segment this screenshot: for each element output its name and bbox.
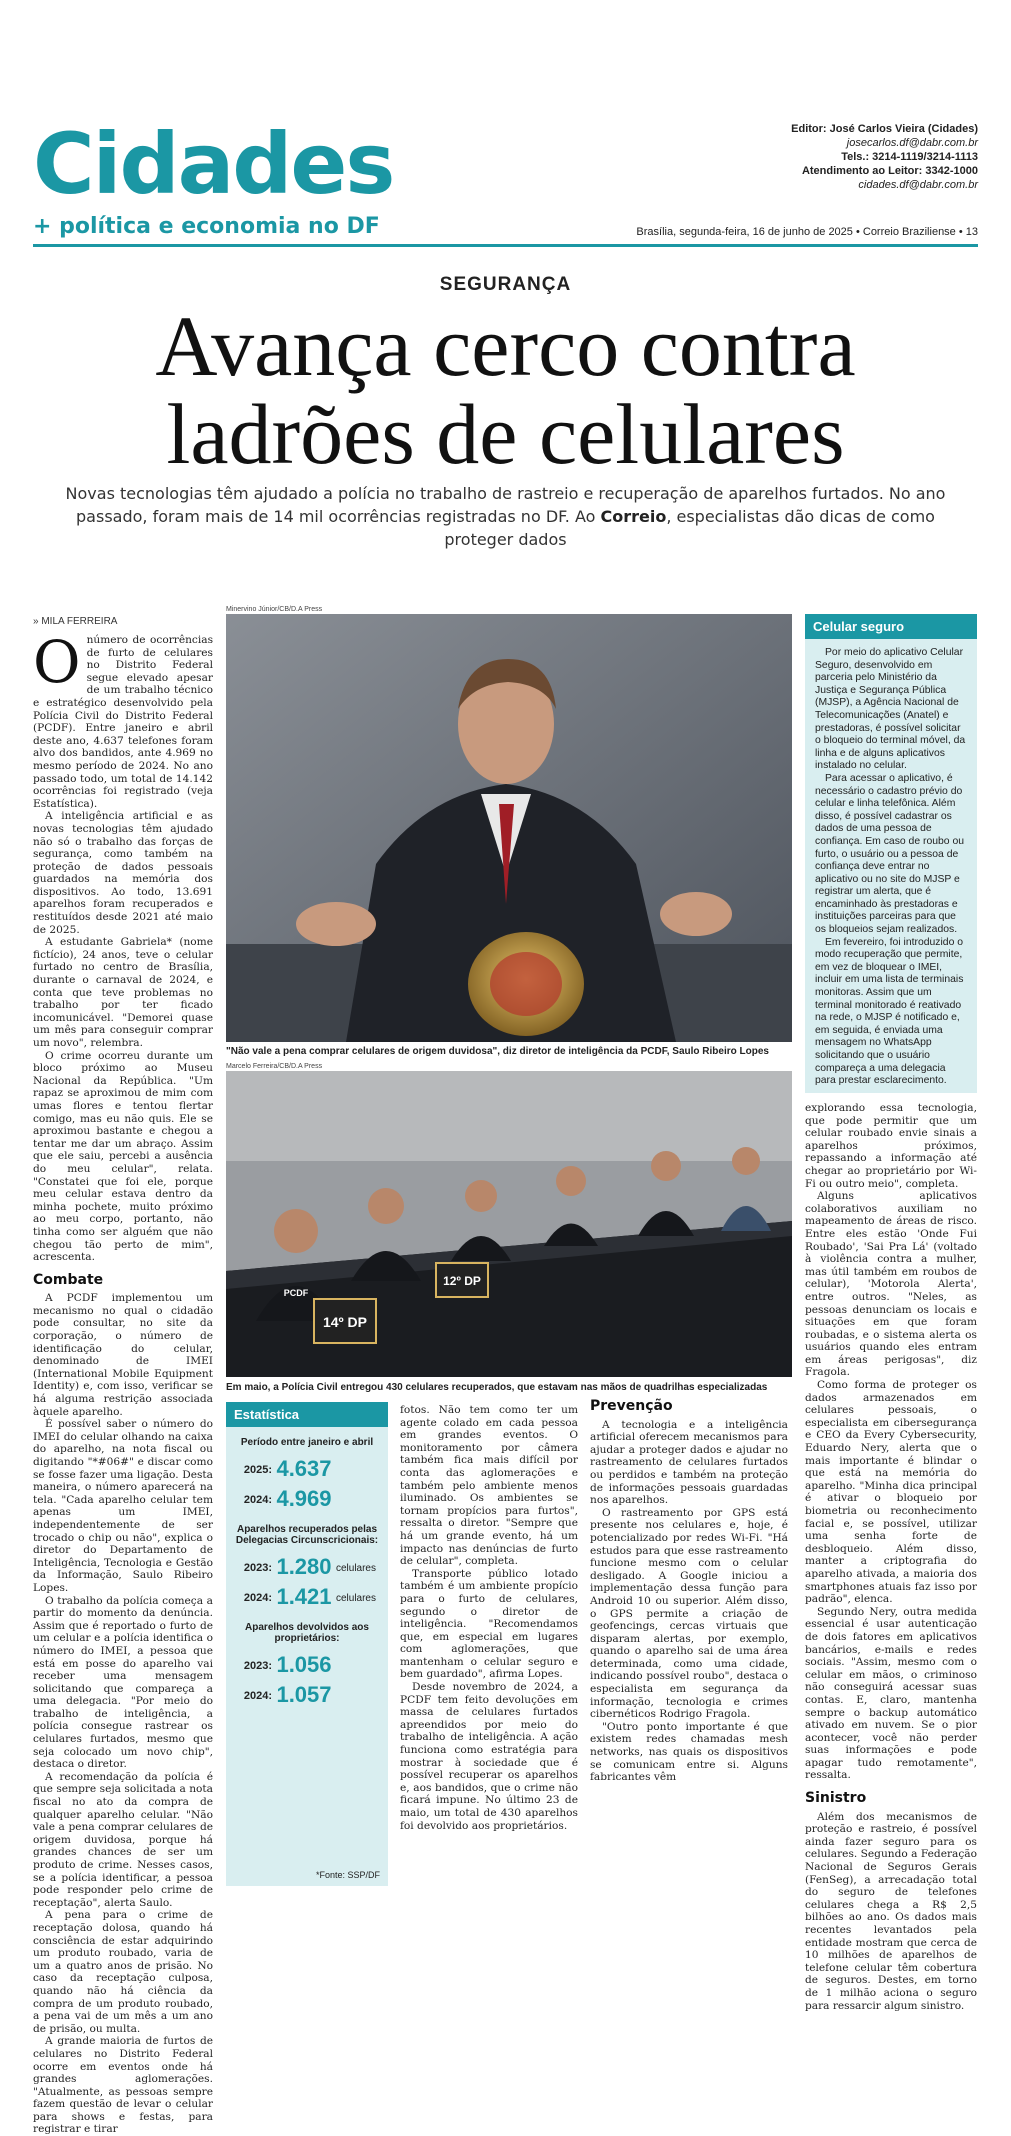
stat-value: 4.969	[276, 1486, 332, 1511]
paragraph: explorando essa tecnologia, que pode permitir que um celular roubado envie sinais a aparelhos próximos, repassando a informação até chegar ao proprietário por Wi-Fi ou outro meio", completa.	[805, 1102, 977, 1190]
column-5	[805, 1102, 977, 2012]
section-subtitle: + política e economia no DF	[33, 214, 380, 239]
stat-unit: celulares	[335, 1563, 376, 1575]
stat-row	[226, 1454, 388, 1484]
paragraph: A recomendação da polícia é que sempre seja solicitada a nota fiscal no ato da compra de qualquer aparelho celular. "Não vale a pena comprar celulares de origem duvidosa, porque há grandes chances de ser um produto de crime. Nesses casos, se a polícia identificar, a pessoa pode responder pelo crime de receptação", alerta Saulo.	[33, 1770, 213, 1909]
paragraph: O crime ocorreu durante um bloco próximo ao Museu Nacional da República. "Um rapaz se aproximou de mim com umas flores e tentou flertar comigo, mas eu não quis. Ele se aproximou bastante e chegou a tentar me dar um abraço. Assim que ele saiu, percebi a ausência do meu celular", relata. "Constatei que foi ele, porque meu celular estava dentro da minha pochete, muito próximo ao meu corpo, portanto, não tinha como ser alguém que não chegou tão perto de mim", acrescenta.	[33, 1049, 213, 1264]
paragraph: Além dos mecanismos de proteção e rastreio, é possível ainda fazer seguro para os celulares. Segundo a Federação Nacional de Seguros Gerais (FenSeg), a arrecadação total do seguro de telefones celulares chega a R$ 2,5 bilhões ao ano. Os dados mais recentes levantados pela entidade mostram que cerca de 10 milhões de aparelhos de telefone celular têm cobertura de seguros. Destes, em torno de 1 milhão aciona o seguro para ressarcir algum sinistro.	[805, 1810, 977, 2012]
subhead-prevencao: Prevenção	[590, 1398, 673, 1414]
editor-email[interactable]: josecarlos.df@dabr.com.br	[846, 137, 978, 149]
paragraph: A pena para o crime de receptação dolosa, quando há consciência de estar adquirindo um produto roubado, varia de um a quatro anos de prisão. No caso da receptação culposa, quando não há ciência da compra de um produto roubado, a pena vai de um mês a um ano de prisão, ou multa.	[33, 1909, 213, 2035]
subhead-combate: Combate	[33, 1271, 104, 1288]
photo-credit: Marcelo Ferreira/CB/D.A Press	[226, 1063, 323, 1070]
section-email[interactable]: cidades.df@dabr.com.br	[858, 179, 978, 191]
vest-label: PCDF	[283, 1288, 309, 1298]
stat-row	[226, 1680, 388, 1710]
sidebar-paragraph: Por meio do aplicativo Celular Seguro, desenvolvido em parceria pelo Ministério da Justiça e Segurança Pública (MJSP), a Agência Nacional de Telecomunicações (Anatel) e prestadoras, é possível solicitar o bloqueio do terminal móvel, da linha e de alguns aplicativos instalado no celular.	[815, 647, 966, 772]
photo-credit: Minervino Júnior/CB/D.A Press	[226, 606, 323, 613]
paragraph: A grande maioria de furtos de celulares no Distrito Federal ocorre em eventos onde há grandes aglomerações. "Atualmente, as pessoas sempre fazem questão de levar o celular para shows e festas, para registrar e tirar	[33, 2035, 213, 2136]
dateline: Brasília, segunda-feira, 16 de junho de 2025 • Correio Braziliense • 13	[636, 226, 978, 238]
sidebar-body	[805, 639, 977, 1096]
event-photo-illustration	[226, 1071, 792, 1377]
photo-caption-2: Em maio, a Polícia Civil entregou 430 celulares recuperados, que estavam nas mãos de quadrilhas especializadas	[226, 1382, 768, 1393]
headline	[20, 298, 991, 482]
paragraph: Alguns aplicativos colaborativos auxiliam no mapeamento de áreas de risco. Entre eles estão 'Onde Fui Roubado', 'Sai Pra Lá' (voltado à violência contra a mulher, mas útil também em roubos de celular), 'Motorola Alerta', entre outros. "Neles, as pessoas denunciam os locais e situações em que foram roubadas, e o sistema alerta os usuários quando eles entram em áreas perigosas", diz Fragola.	[805, 1190, 977, 1379]
paragraph: A inteligência artificial e as novas tecnologias têm ajudado não só o trabalho das forças de segurança, como também na proteção de dados pessoais guardados na memória dos dispositivos. Ao todo, 13.691 aparelhos foram recuperados e restituídos desde 2021 até maio de 2025.	[33, 810, 213, 936]
stat-year: 2024:	[243, 1592, 272, 1605]
stat-value: 1.057	[276, 1682, 332, 1707]
subhead-sinistro: Sinistro	[805, 1790, 867, 1807]
stat-year: 2023:	[243, 1660, 272, 1673]
paragraph: A PCDF implementou um mecanismo no qual o cidadão pode consultar, no site da corporação, o número de identificação do celular, denominado de IMEI (International Mobile Equipment Identity) e, com isso, verificar se há alguma restrição associada àquele aparelho.	[33, 1292, 213, 1418]
headline-line-1: Avança cerco contra	[155, 298, 856, 394]
stat-year: 2025:	[243, 1464, 272, 1477]
editor-phones: Tels.: 3214-1119/3214-1113	[841, 151, 978, 163]
stat-year: 2024:	[243, 1690, 272, 1703]
stat-value: 1.056	[276, 1652, 332, 1677]
column-3	[400, 1404, 578, 1884]
paragraph: número de ocorrências de furto de celulares no Distrito Federal segue elevado apesar de um trabalho técnico e estratégico desenvolvido pela Polícia Civil do Distrito Federal (PCDF). Entre janeiro e abril deste ano, 4.637 telefones foram alvo dos bandidos, ante 4.969 no mesmo período de 2024. No ano passado todo, um total de 14.142 ocorrências foi registrado (veja Estatística).	[33, 634, 213, 810]
stats-source: *Fonte: SSP/DF	[315, 1870, 380, 1880]
stat-row	[226, 1650, 388, 1680]
paragraph: Segundo Nery, outra medida essencial é usar autenticação de dois fatores em aplicativos bancários, e-mails e redes sociais. "Assim, mesmo com o celular em mãos, o criminoso não conseguirá acessar suas contas. E, claro, mantenha sempre o backup automático ativado em nuvem. Se o pior acontecer, você não perder suas informações e pode apagar tudo remotamente", ressalta.	[805, 1605, 977, 1782]
paragraph: O trabalho da polícia começa a partir do momento da denúncia. Assim que é reportado o furto de um celular e a polícia identifica o número do IMEI, a pessoa que está em posse do aparelho vai receber uma mensagem solicitando que compareça a uma delegacia. "Por meio do trabalho de inteligência, a polícia consegue rastrear os celulares furtados, mesmo que seja colocado um novo chip", destaca o diretor.	[33, 1594, 213, 1771]
deck	[40, 482, 971, 551]
stat-year: 2023:	[243, 1562, 272, 1575]
stat-year: 2024:	[243, 1494, 272, 1507]
photo-caption-1: "Não vale a pena comprar celulares de origem duvidosa", diz diretor de inteligência da PCDF, Saulo Ribeiro Lopes	[226, 1046, 769, 1057]
paragraph: Como forma de proteger os dados armazenados em celulares pessoais, o especialista em cibersegurança e CEO da Every Cybersecurity, Eduardo Nery, alerta que o mais importante é blindar o que está na memória do aparelho. "Minha dica principal é ativar o bloqueio por biometria ou reconhecimento facial e, se possível, utilizar uma senha forte de desbloqueio. Além disso, manter a criptografia do aparelho ativada, a maioria dos smartphones atuais faz isso por padrão", elenca.	[805, 1379, 977, 1606]
headline-line-2: ladrões de celulares	[166, 386, 845, 482]
editor-info	[791, 122, 978, 192]
paragraph: Desde novembro de 2024, a PCDF tem feito devoluções em massa de celulares furtados apreendidos por meio do trabalho de inteligência. A ação funciona como estratégia para mostrar à sociedade que é possível recuperar os aparelhos e, aos bandidos, que o crime não ficará impune. No último 23 de maio, um total de 430 aparelhos foi devolvido aos proprietários.	[400, 1681, 578, 1832]
author-byline: » MILA FERREIRA	[33, 616, 118, 627]
column-1	[33, 628, 213, 2136]
sidebar-paragraph: Em fevereiro, foi introduzido o modo recuperação que permite, em vez de bloquear o IMEI, incluir em uma lista de terminais monitoras. Assim que um terminal monitorado é reativado na rede, o MJSP é notificado e, em seguida, é enviada uma mensagem no WhatsApp solicitando que o usuário compareça a uma delegacia para prestar esclarecimento.	[815, 936, 964, 1087]
paragraph: Transporte público lotado também é um ambiente propício para o furto de celulares, segundo o diretor de inteligência. "Recomendamos que, em especial em lugares com aglomerações, que mantenham o celular seguro e bem guardado", afirma Lopes.	[400, 1567, 578, 1681]
photo-returns-event	[226, 1071, 792, 1377]
table-sign-12dp: 12º DP	[443, 1274, 481, 1288]
sidebar-paragraph: Para acessar o aplicativo, é necessário o cadastro prévio do celular e linha telefônica. Além disso, é possível cadastrar os dados de uma pessoa de confiança. Em caso de roubo ou furto, o usuário ou a pessoa de confiança deve entrar no aplicativo ou no site do MJSP e registrar um alerta, que é encaminhado às prestadoras e instituições parceiras para que os bloqueios sejam realizados.	[815, 772, 965, 936]
stat-row	[226, 1582, 388, 1612]
section-title: Cidades	[33, 115, 394, 213]
table-sign-14dp: 14º DP	[322, 1314, 368, 1330]
deck-bold: Correio	[600, 507, 667, 526]
stat-value: 1.280	[276, 1554, 332, 1579]
stats-label-period: Período entre janeiro e abril	[240, 1437, 374, 1448]
stat-row	[226, 1484, 388, 1514]
stat-row	[226, 1552, 388, 1582]
paragraph: O rastreamento por GPS está presente nos celulares e, hoje, é potencializado por redes Wi-Fi. "Há estudos para que esse rastreamento funcione mesmo com o celular desligado. A Google iniciou a implementação dessa função para Android 10 ou superior. Além disso, o GPS permite a criação de geofencings, cercas virtuais que disparam alertas, por exemplo, quando o aparelho sai de uma área determinada, como uma cidade, indicando possível roubo", destaca o especialista em segurança da informação, tecnologia e crimes cibernéticos Rodrigo Fragola.	[590, 1506, 788, 1721]
stats-label-recovered: Aparelhos recuperados pelas Delegacias Circunscricionais:	[235, 1524, 379, 1546]
stat-unit: celulares	[335, 1593, 376, 1605]
paragraph: A tecnologia e a inteligência artificial oferecem mecanismos para ajudar a proteger dados e ajudar no rastreamento de celulares furtados ou perdidos e também na proteção de informações pessoais guardadas nos aparelhos.	[590, 1418, 788, 1507]
deck-text-2: , especialistas dão dicas de como proteger dados	[444, 507, 935, 549]
deck-text-1: Novas tecnologias têm ajudado a polícia no trabalho de rastreio e recuperação de aparelhos furtados. No ano passado, foram mais de 14 mil ocorrências registradas no DF. Ao	[65, 484, 946, 526]
photo-director	[226, 614, 792, 1042]
paragraph: fotos. Não tem como ter um agente colado em cada pessoa em grandes eventos. O monitoramento por câmera também fica mais difícil por conta das aglomerações e também pelo ambiente menos iluminado. Os ambientes se tornam propícios para furtos", ressalta o diretor. "Sempre que há um grande evento, há um impacto nas denúncias de furto de celular", completa.	[400, 1404, 578, 1568]
stat-value: 1.421	[276, 1584, 332, 1609]
director-photo-illustration	[226, 614, 792, 1042]
paragraph: "Outro ponto importante é que existem redes chamadas mesh networks, nas quais os dispositivos se comunicam entre si. Alguns fabricantes vêm	[590, 1720, 788, 1784]
paragraph: A estudante Gabriela* (nome fictício), 24 anos, teve o celular furtado no centro de Brasília, durante o carnaval de 2024, e conta que teve problemas no trabalho por ter ficado incomunicável. "Demorei quase um mês para conseguir comprar um novo", relembra.	[33, 936, 213, 1049]
masthead-rule	[33, 244, 978, 247]
column-4	[590, 1400, 788, 1884]
reader-service: Atendimento ao Leitor: 3342-1000	[801, 165, 978, 177]
editor-name: Editor: José Carlos Vieira (Cidades)	[791, 123, 978, 135]
stats-box	[226, 1402, 388, 1886]
sidebar-title: Celular seguro	[805, 614, 977, 639]
stats-label-returned: Aparelhos devolvidos aos proprietários:	[245, 1622, 369, 1644]
stats-title: Estatística	[226, 1402, 388, 1427]
drop-cap: O	[33, 628, 81, 696]
stat-value: 4.637	[276, 1456, 332, 1481]
sidebar-celular-seguro	[805, 614, 977, 1093]
paragraph: É possível saber o número do IMEI do celular olhando na caixa do aparelho, na nota fiscal ou digitando "*#06#" e discar como se fosse fazer uma ligação. Desta maneira, o número aparecerá na tela. "Cada aparelho celular tem apenas um IMEI, independentemente de ser trocado o chip ou não", explica o diretor do Departamento de Inteligência, Tecnologia e Gestão da Informação, Saulo Ribeiro Lopes.	[33, 1418, 213, 1594]
kicker: SEGURANÇA	[439, 274, 572, 295]
